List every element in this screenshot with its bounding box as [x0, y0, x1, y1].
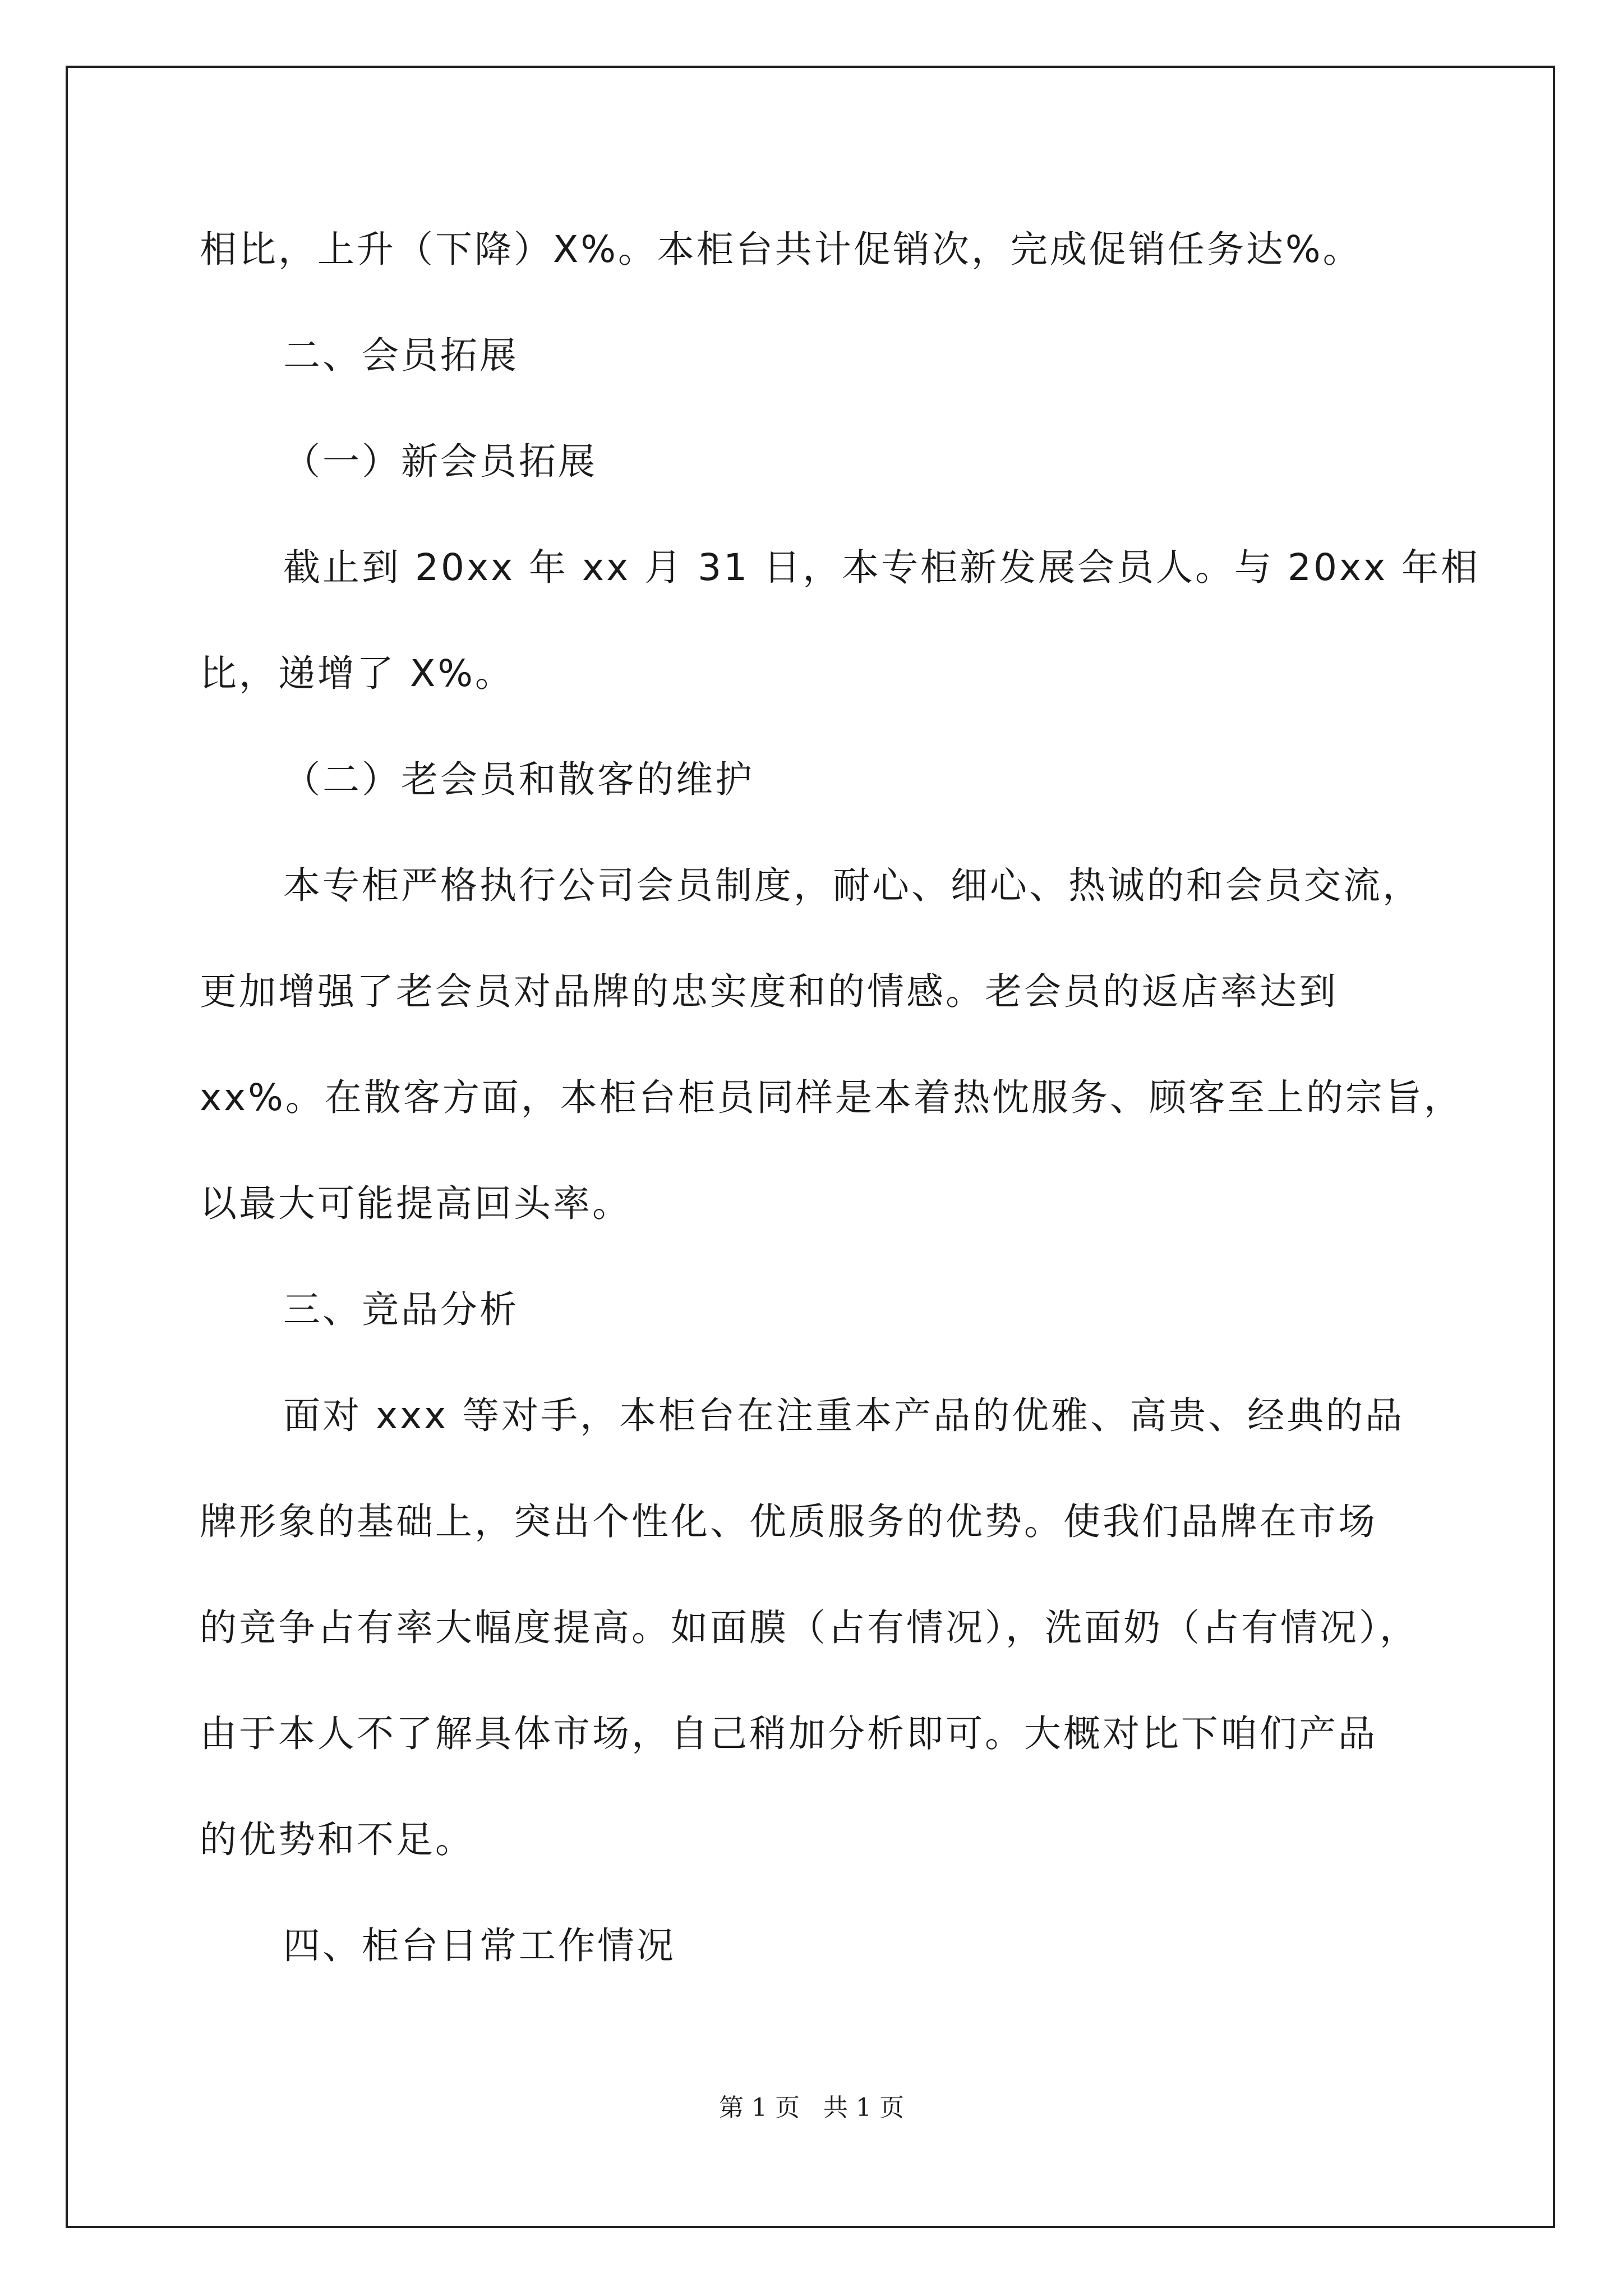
subsection-heading-old-members: （二）老会员和散客的维护 [283, 758, 754, 801]
paragraph-line: xx%。在散客方面，本柜台柜员同样是本着热忱服务、顾客至上的宗旨， [200, 1076, 1463, 1119]
section-heading-competitor-analysis: 三、竞品分析 [283, 1288, 519, 1331]
paragraph-line: 由于本人不了解具体市场，自己稍加分析即可。大概对比下咱们产品 [200, 1712, 1377, 1755]
page-border [66, 66, 1555, 2228]
paragraph-line: 面对 xxx 等对手，本柜台在注重本产品的优雅、高贵、经典的品 [283, 1394, 1405, 1437]
paragraph-line: 截止到 20xx 年 xx 月 31 日，本专柜新发展会员人。与 20xx 年相 [283, 546, 1481, 589]
paragraph-line: 以最大可能提高回头率。 [200, 1182, 631, 1225]
paragraph-line: 牌形象的基础上，突出个性化、优质服务的优势。使我们品牌在市场 [200, 1500, 1377, 1543]
section-heading-daily-work: 四、柜台日常工作情况 [283, 1924, 676, 1967]
subsection-heading-new-members: （一）新会员拓展 [283, 440, 597, 483]
paragraph-line: 比，递增了 X%。 [200, 652, 514, 695]
paragraph-line: 本专柜严格执行公司会员制度，耐心、细心、热诚的和会员交流， [283, 864, 1422, 907]
paragraph-line: 相比，上升（下降）X%。本柜台共计促销次，完成促销任务达%。 [200, 228, 1362, 271]
section-heading-membership: 二、会员拓展 [283, 334, 519, 377]
page-number-footer: 第 1 页 共 1 页 [719, 2093, 904, 2122]
paragraph-line: 的竞争占有率大幅度提高。如面膜（占有情况），洗面奶（占有情况）， [200, 1606, 1419, 1649]
paragraph-line: 的优势和不足。 [200, 1818, 474, 1861]
paragraph-line: 更加增强了老会员对品牌的忠实度和的情感。老会员的返店率达到 [200, 970, 1338, 1013]
